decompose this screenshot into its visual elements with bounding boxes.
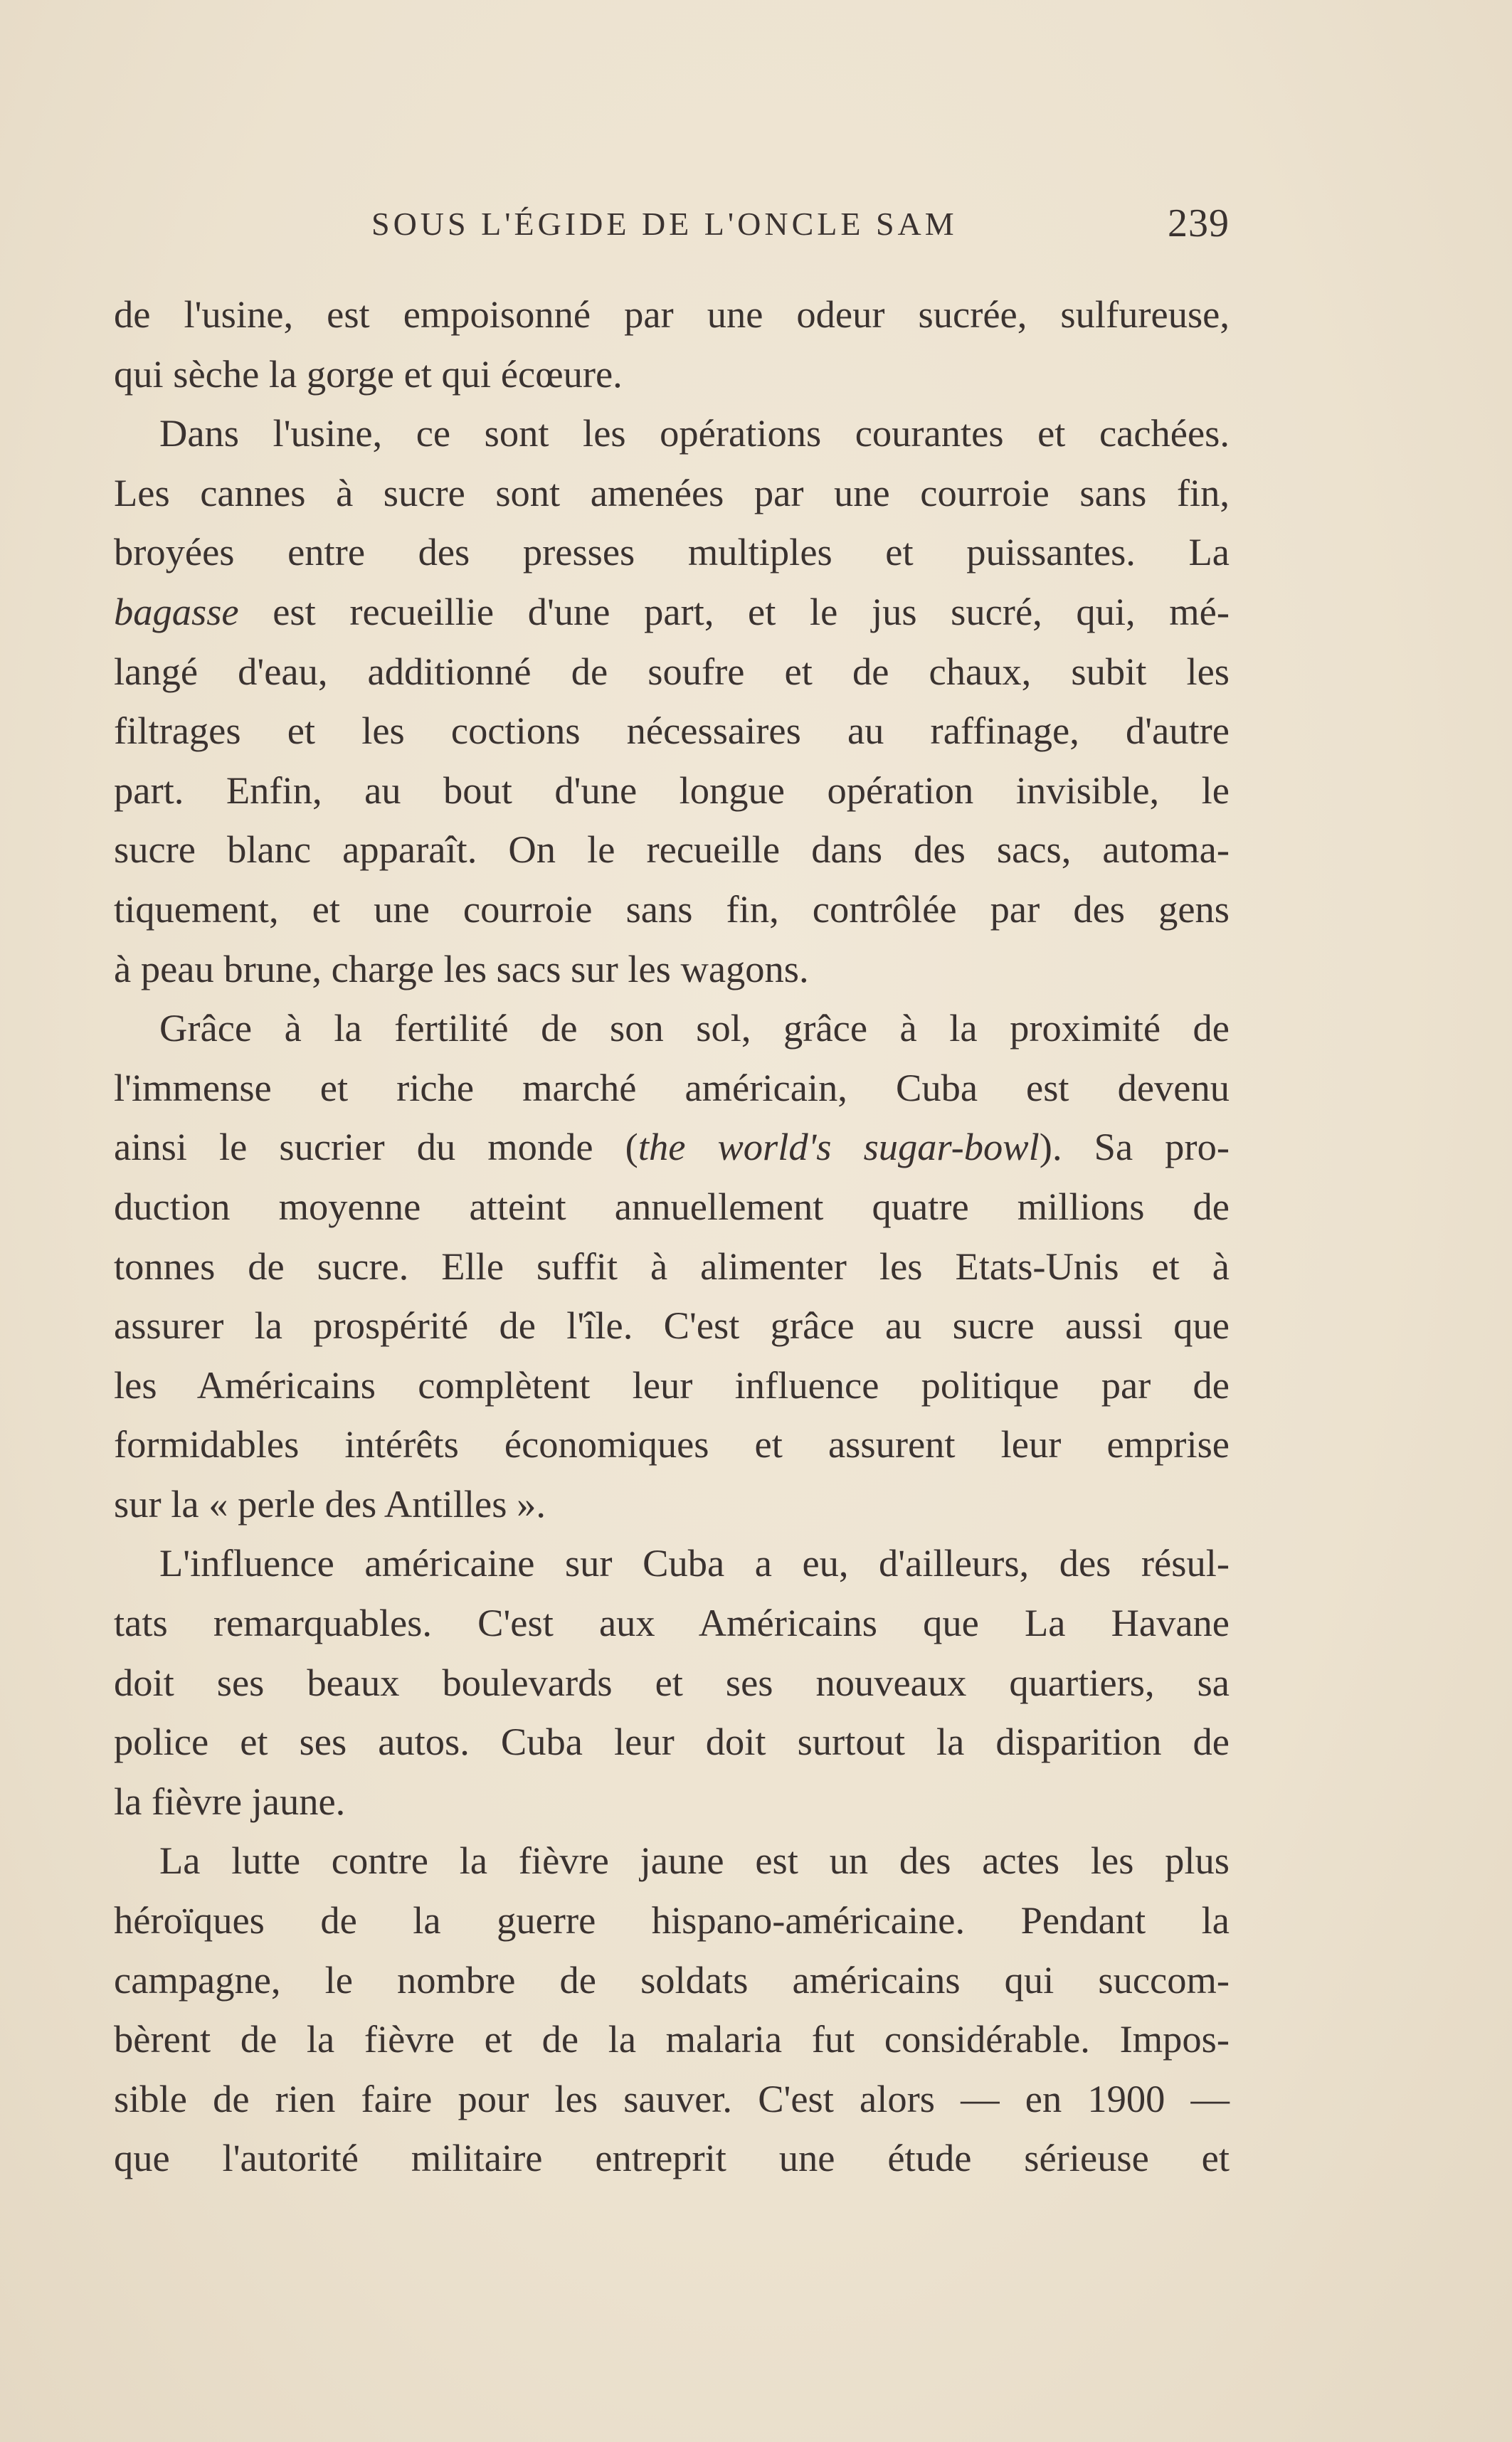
text-line: tiquement, et une courroie sans fin, contrôlée par des gens [114,887,1230,931]
text-line: la fièvre jaune. [114,1779,346,1823]
text-line: doit ses beaux boulevards et ses nouveaux quartiers, sa [114,1660,1230,1704]
text-line: sucre blanc apparaît. On le recueille dans des sacs, automa- [114,828,1230,872]
text-line: héroïques de la guerre hispano-américaine. Pendant la [114,1898,1230,1942]
text-line [114,582,1230,642]
text-line: tats remarquables. C'est aux Américains que La Havane [114,1601,1230,1645]
page-header [371,201,1230,250]
text-line: à peau brune, charge les sacs sur les wagons. [114,946,809,990]
text-line: Dans l'usine, ce sont les opérations courantes et cachées. [159,411,1230,455]
italic-term: the world's sugar-bowl [638,1125,1040,1169]
text-line: bèrent de la fièvre et de la malaria fut considérable. Impos- [114,2017,1230,2061]
text-line: les Américains complètent leur influence politique par de [114,1363,1230,1407]
text-line: police et ses autos. Cuba leur doit surtout la disparition de [114,1720,1230,1764]
text-line: sible de rien faire pour les sauver. C'est alors — en 1900 — [114,2076,1230,2120]
text-line: part. Enfin, au bout d'une longue opération invisible, le [114,768,1230,812]
text-fragment: est recueillie d'une part, et le jus sucré, qui, mé- [238,589,1230,633]
text-fragment: ainsi le sucrier du monde ( [114,1125,638,1169]
text-line: La lutte contre la fièvre jaune est un des actes les plus [159,1839,1230,1883]
text-line: assurer la prospérité de l'île. C'est grâce au sucre aussi que [114,1304,1230,1348]
text-line [114,1117,1230,1177]
body-text [114,285,1230,2188]
text-line: tonnes de sucre. Elle suffit à alimenter les Etats-Unis et à [114,1244,1230,1288]
running-head: SOUS L'ÉGIDE DE L'ONCLE SAM [371,206,958,242]
text-line: de l'usine, est empoisonné par une odeur sucrée, sulfureuse, [114,292,1230,336]
text-line: Les cannes à sucre sont amenées par une courroie sans fin, [114,470,1230,514]
text-line: formidables intérêts économiques et assurent leur emprise [114,1422,1230,1466]
page-number: 239 [1168,201,1230,245]
text-line: L'influence américaine sur Cuba a eu, d'ailleurs, des résul- [159,1541,1230,1585]
text-line: sur la « perle des Antilles ». [114,1481,546,1526]
text-line: langé d'eau, additionné de soufre et de chaux, subit les [114,649,1230,693]
text-fragment: ). Sa pro- [1039,1125,1230,1169]
text-line: qui sèche la gorge et qui écœure. [114,352,623,396]
text-line: broyées entre des presses multiples et puissantes. La [114,530,1230,574]
italic-term: bagasse [114,589,239,633]
text-line: campagne, le nombre de soldats américains qui succom- [114,1957,1230,2002]
text-line: que l'autorité militaire entreprit une étude sérieuse et [114,2136,1230,2180]
text-line: filtrages et les coctions nécessaires au raffinage, d'autre [114,709,1230,753]
text-line: Grâce à la fertilité de son sol, grâce à la proximité de [159,1006,1230,1050]
text-line: duction moyenne atteint annuellement quatre millions de [114,1184,1230,1228]
text-line: l'immense et riche marché américain, Cuba est devenu [114,1065,1230,1109]
